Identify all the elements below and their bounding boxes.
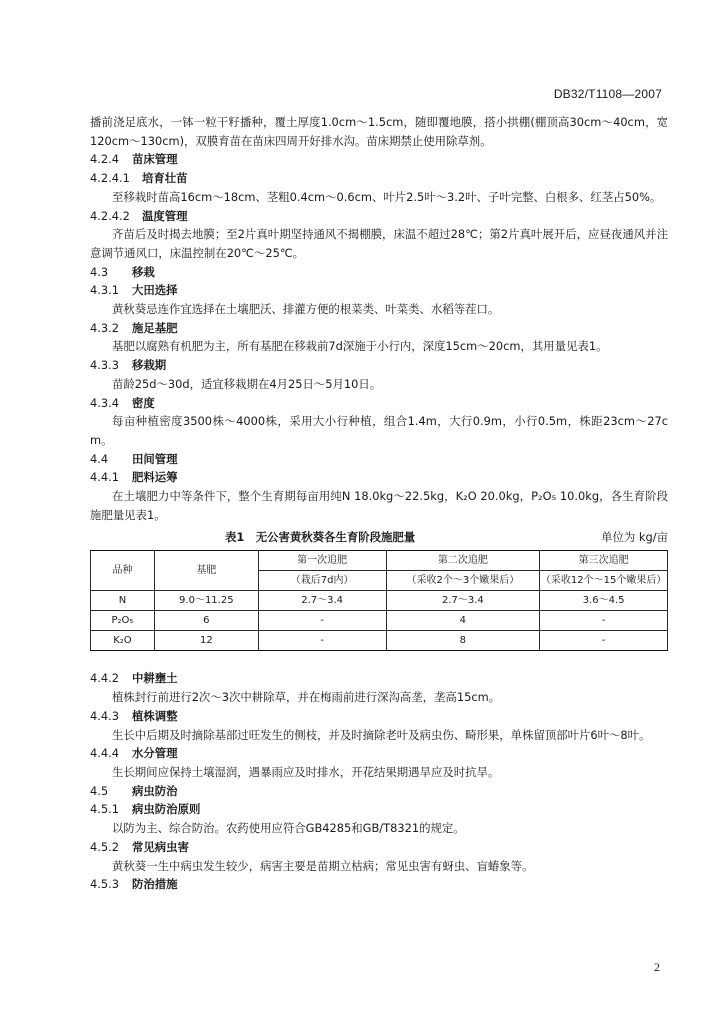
section-title: 病虫防治: [132, 783, 178, 798]
section-title: 密度: [132, 395, 155, 410]
paragraph: 齐苗后及时揭去地膜；至2片真叶期坚持通风不揭棚膜，床温不超过28℃；第2片真叶展开后，应昼夜通风并注意调节通风口，床温控制在20℃～25℃。: [90, 227, 668, 260]
cell-t2: 4: [386, 611, 540, 631]
header-first-topdressing: 第一次追肥: [258, 551, 386, 571]
cell-t3: 3.6～4.5: [540, 591, 668, 611]
section-title: 水分管理: [132, 746, 178, 761]
section-title: 肥料运筹: [132, 470, 178, 485]
section-number: 4.4.1: [90, 470, 119, 485]
paragraph: 生长中后期及时摘除基部过旺发生的侧枝，并及时摘除老叶及病虫伤、畸形果，单株留顶部叶片6叶～8叶。: [112, 727, 651, 742]
table-row-n: [91, 591, 668, 611]
section-number: 4.3.2: [90, 320, 119, 335]
section-title: 苗床管理: [132, 152, 178, 167]
section-number: 4.3: [90, 264, 109, 279]
page-number: 2: [654, 960, 660, 974]
paragraph: 生长期间应保持土壤湿润，遇暴雨应及时排水，开花结果期遇旱应及时抗旱。: [112, 764, 500, 779]
section-heading: [90, 782, 668, 801]
header-third-topdressing: 第三次追肥: [540, 551, 668, 571]
fertilizer-table: [90, 550, 668, 651]
document-body: [90, 113, 668, 894]
section-number: 4.5.3: [90, 877, 119, 892]
paragraph: 植株封行前进行2次～3次中耕除草，并在梅雨前进行深沟高垄，垄高15cm。: [112, 690, 501, 705]
cell-t1: -: [258, 611, 386, 631]
section-heading: [90, 468, 668, 487]
cell-name: N: [91, 591, 155, 611]
section-number: 4.3.1: [90, 283, 119, 298]
section-title: 施足基肥: [132, 320, 178, 335]
cell-base: 12: [154, 631, 258, 651]
cell-base: 9.0～11.25: [154, 591, 258, 611]
paragraph: 在土壤肥力中等条件下，整个生育期每亩用纯N 18.0kg～22.5kg，K₂O 20.0kg，P₂O₅ 10.0kg，各生育阶段施肥量见表1。: [90, 489, 668, 522]
section-title: 移栽期: [132, 358, 167, 373]
section-blocks-after-table: [90, 669, 668, 893]
header-second-note: （采收2个～3个嫩果后）: [386, 571, 540, 591]
section-heading: [90, 744, 668, 763]
section-title: 培育壮苗: [142, 171, 188, 186]
section-heading: [90, 450, 668, 469]
section-blocks-before-table: [90, 113, 668, 524]
cell-t3: -: [540, 611, 668, 631]
cell-name: P₂O₅: [91, 611, 155, 631]
header-third-note: （采收12个～15个嫩果后）: [540, 571, 668, 591]
section-heading: [90, 150, 668, 169]
paragraph: 黄秋葵忌连作宜选择在土壤肥沃、排灌方便的根菜类、叶菜类、水稻等茬口。: [112, 302, 500, 317]
section-number: 4.3.4: [90, 395, 119, 410]
section-title: 中耕壅土: [132, 671, 178, 686]
header-first-note: （栽后7d内）: [258, 571, 386, 591]
section-heading: [90, 669, 668, 688]
section-heading: [90, 838, 668, 857]
section-number: 4.3.3: [90, 358, 119, 373]
section-heading: [90, 169, 668, 188]
paragraph: 以防为主、综合防治。农药使用应符合GB4285和GB/T8321的规定。: [112, 821, 465, 836]
section-heading: [90, 319, 668, 338]
section-title: 移栽: [132, 264, 155, 279]
section-number: 4.2.4.1: [90, 171, 130, 186]
document-code: DB32/T1108—2007: [553, 87, 662, 101]
cell-t2: 8: [386, 631, 540, 651]
section-number: 4.4.2: [90, 671, 119, 686]
section-heading: [90, 800, 668, 819]
section-heading: [90, 707, 668, 726]
section-number: 4.2.4.2: [90, 208, 130, 223]
paragraph: 苗龄25d～30d，适宜移栽期在4月25日～5月10日。: [112, 376, 382, 391]
cell-t2: 2.7～3.4: [386, 591, 540, 611]
section-title: 常见病虫害: [132, 839, 189, 854]
section-number: 4.5: [90, 783, 109, 798]
header-variety: 品种: [91, 551, 155, 591]
table-title: 表1 无公害黄秋葵各生育阶段施肥量: [225, 530, 416, 545]
header-second-topdressing: 第二次追肥: [386, 551, 540, 571]
cell-t1: 2.7～3.4: [258, 591, 386, 611]
paragraph: 基肥以腐熟有机肥为主，所有基肥在移栽前7d深施于小行内，深度15cm～20cm，其用量见表1。: [112, 339, 608, 354]
section-number: 4.4.4: [90, 746, 119, 761]
paragraph: 播前浇足底水，一钵一粒干籽播种，覆土厚度1.0cm～1.5cm，随即覆地膜，搭小拱棚(棚顶高30cm～40cm，宽120cm～130cm)，双膜育苗在苗床四周开好排水沟。苗床期禁止使用除草剂。: [90, 115, 668, 148]
cell-t1: -: [258, 631, 386, 651]
section-heading: [90, 207, 668, 226]
section-title: 大田选择: [132, 283, 178, 298]
table-unit: 单位为 kg/亩: [601, 530, 668, 545]
table-header-row: [91, 551, 668, 571]
section-number: 4.4.3: [90, 708, 119, 723]
section-number: 4.5.2: [90, 839, 119, 854]
cell-base: 6: [154, 611, 258, 631]
section-number: 4.4: [90, 451, 109, 466]
section-title: 温度管理: [142, 208, 188, 223]
table-row-p2o5: [91, 611, 668, 631]
header-base-fertilizer: 基肥: [154, 551, 258, 591]
section-heading: [90, 875, 668, 894]
section-number: 4.2.4: [90, 152, 119, 167]
section-heading: [90, 356, 668, 375]
paragraph: 黄秋葵一生中病虫发生较少，病害主要是苗期立枯病；常见虫害有蚜虫、盲蝽象等。: [112, 858, 534, 873]
section-title: 病虫防治原则: [132, 802, 201, 817]
section-number: 4.5.1: [90, 802, 119, 817]
cell-name: K₂O: [91, 631, 155, 651]
section-heading: [90, 394, 668, 413]
section-heading: [90, 281, 668, 300]
section-heading: [90, 263, 668, 282]
paragraph: 至移栽时苗高16cm～18cm、茎粗0.4cm～0.6cm、叶片2.5叶～3.2叶、子叶完整、白根多、红茎占50%。: [112, 189, 662, 204]
cell-t3: -: [540, 631, 668, 651]
table-caption: [90, 528, 668, 548]
section-title: 防治措施: [132, 877, 178, 892]
section-title: 田间管理: [132, 451, 178, 466]
paragraph: 每亩种植密度3500株～4000株，采用大小行种植，组合1.4m，大行0.9m，小行0.5m，株距23cm～27cm。: [90, 414, 668, 447]
table-row-k2o: [91, 631, 668, 651]
section-title: 植株调整: [132, 708, 178, 723]
